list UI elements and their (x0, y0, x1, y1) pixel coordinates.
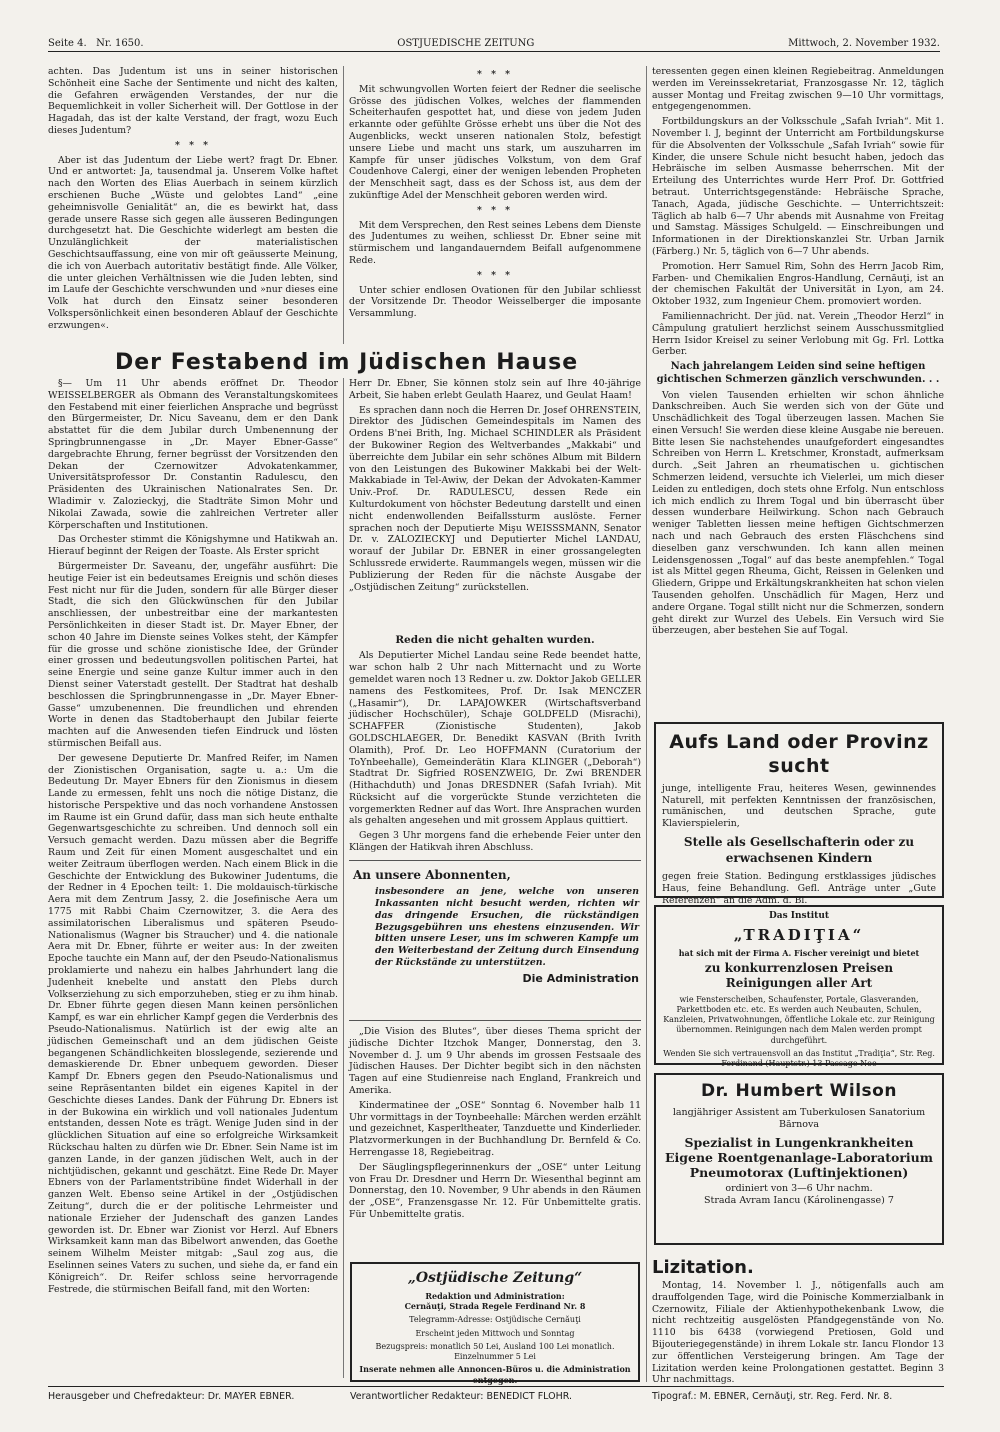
paragraph: Unter schier endlosen Ovationen für den Jubilar schliesst der Vorsitzende Dr. Theodor Weisselberger die imposante Versammlung. (349, 284, 641, 320)
ad-doctor (654, 1073, 944, 1245)
news-item: „Die Vision des Blutes“, über dieses Thema spricht der jüdische Dichter Itzchok Manger, Donnerstag, den 3. November d. J. um 9 Uhr abends im grossen Festsaale des Jüdischen Hauses. Der Dichter begibt sich in den nächsten Tagen auf eine Studienreise nach England, Frankreich und Amerika. (349, 1026, 641, 1096)
ad-text: gegen freie Station. Bedingung erstklassiges jüdisches Haus, feine Behandlung. Gefl. Anträge unter „Gute Referenzen“ an die Adm. d. Bl. (662, 870, 936, 906)
article-headline: Der Festabend im Jüdischen Hause (115, 350, 579, 375)
separator-stars: * * * (476, 204, 514, 216)
paragraph: achten. Das Judentum ist uns in seiner historischen Schönheit eine Sache der Sentimente und nicht des kalten, die Gefahren erwägenden Verstandes, der nur die Bequemlichkeit in voller Sicherheit will. Der Gottlose in der Hagadah, das ist der kalte Verstand, der fragt, wozu Euch dieses Judentum? (48, 66, 338, 136)
column-rule (343, 378, 344, 1378)
separator-stars: * * * (476, 269, 514, 281)
news-item: Der Säuglingspflegerinnenkurs der „OSE“ unter Leitung von Frau Dr. Dresdner und Herrn Dr. Wiesenthal beginnt am Donnerstag, den 10. November, 9 Uhr abends in den Räumen der „OSE“, Franzensgasse Nr. 12. Für Unbemittelte gratis. Für Unbemittelte gratis. (349, 1161, 641, 1220)
ad-text: junge, intelligente Frau, heiteres Wesen, gewinnendes Naturell, mit perfekten Kenntnissen der französischen, rumänischen, und deutschen Sprache, gute Klavierspielerin, (662, 782, 936, 830)
issue-number: Nr. 1650. (96, 38, 144, 49)
col2-news (349, 1026, 641, 1258)
footer-printer: Tipograf.: M. EBNER, Cernăuţi, str. Reg. Ferd. Nr. 8. (652, 1391, 893, 1402)
paragraph: Von vielen Tausenden erhielten wir schon ähnliche Dankschreiben. Auch Sie werden sich von der Güte und Unschädlichkeit des Togal überzeugen lassen. Machen Sie einen Versuch! Sie werden diese kleine Ausgabe nie bereuen. Bitte lesen Sie nachstehendes unaufgefordert eingesandtes Schreiben von Herrn L. Kretschmer, Kronstadt, aufmerksam durch. „Seit Jahren an rheumatischen u. gichtischen Schmerzen leidend, versuchte ich Vielerlei, um mich dieser Leiden zu entledigen, doch stets ohne Erfolg. Nun entschloss ich mich endlich zu Ihrem Togal und bin überrascht über dessen wunderbare Heilwirkung. Schon nach Gebrauch weniger Tabletten liessen meine heftigen Gichtschmerzen nach und nach Gebrauch des ersten Fläschchens sind dieselben ganz verschwunden. Ich kann allen meinen Leidensgenossen „Togal“ auf das beste anempfehlen.“ Togal ist als Mittel gegen Rheuma, Gicht, Reissen in Gelenken und Gliedern, Grippe und Erkältungskrankheiten hat schon vielen Tausenden geholfen. Unschädlich für Magen, Herz und andere Organe. Togal stillt nicht nur die Schmerzen, sondern geht direkt zur Wurzel des Uebels. Ein Versuch wird Sie überzeugen, aber bestehen Sie auf Togal. (652, 389, 944, 637)
col2-speeches (349, 628, 641, 858)
paragraph: §— Um 11 Uhr abends eröffnet Dr. Theodor WEISSELBERGER als Obmann des Veranstaltungskomitees den Festabend mit einer feierlichen Ansprache und begrüsst den Bürgermeister, Dr. Nicu Saveanu, dem er den Dank abstattet für die dem Jubilar durch Umbenennung der Springbrunnengasse in „Dr. Mayer Ebner-Gasse“ dargebrachte Ehrung, ferner begrüsst der Vorsitzenden den Dekan der Czernowitzer Advokatenkammer, Universitätsprofessor Dr. Constantin Radulescu, den Präsidenten des Ukrainischen Nationalrates Sen. Dr. Wladimir v. Zalozieckyj, die Stadträte Simon Mohr und Nikolai Zawada, sowie die zahlreichen Vertreter aller Körperschaften und Institutionen. (48, 378, 338, 531)
masthead-line: Bezugspreis: monatlich 50 Lei, Ausland 100 Lei monatlich. Einzelnummer 5 Lei (375, 1341, 615, 1362)
page-number: Seite 4. Nr. 1650. (48, 38, 144, 49)
paragraph: Montag, 14. November l. J., nötigenfalls auch am drauffolgenden Tage, wird die Poinische Kommerzialbank in Czernowitz, Filiale der Aktienhypothekenbank Lwow, die nicht rechtzeitig ausgelösten Pfandgegenstände von No. 1110 bis 6438 (vorwiegend Pretiosen, Gold und Bijouteriegegenstände) in ihrem Lokale str. Iancu Flondor 13 zur öffentlichen Versteigerung bringen. Am Tage der Lizitation werden keine Prolongationen gestattet. Beginn 3 Uhr nachmittags. (652, 1280, 944, 1386)
paragraph: Promotion. Herr Samuel Rim, Sohn des Herrn Jacob Rim, Farben- und Chemikalien Engros-Handlung, Cernăuţi, ist an der chemischen Fakultät der Universität in Lyon, am 24. Oktober 1932, zum Ingenieur Chem. promoviert worden. (652, 260, 944, 308)
ad-companion (654, 722, 944, 906)
news-item: Kindermatinee der „OSE“ Sonntag 6. November halb 11 Uhr vormittags in der Toynbeehalle: Märchen werden erzählt und gezeichnet, Kasperltheater, Tanzduette und Kinderlieder. Platzvormerkungen in der Buchhandlung Dr. Bernfeld & Co. Herrengasse 18, Regiebeitrag. (349, 1099, 641, 1158)
notice-text: insbesondere an jene, welche von unseren Inkassanten nicht besucht werden, richten wir das dringende Ersuchen, die rückständigen Bezugsgebühren uns ehestens einzusenden. Wir bitten unsere Leser, uns im schweren Kampfe um den Weiterbestand der Zeitung durch Einsendung der Rückstände zu unterstützen. (375, 886, 639, 969)
masthead-line: Telegramm-Adresse: Ostjüdische Cernăuţi (409, 1315, 581, 1325)
auction-text (652, 1280, 944, 1384)
paragraph: Herr Dr. Ebner, Sie können stolz sein auf Ihre 40-jährige Arbeit, Sie haben erlebt Geulath Haarez, und Geulat Haam! (349, 378, 641, 401)
ad-title: Dr. Humbert Wilson (701, 1081, 897, 1101)
ad-highlight: Spezialist in Lungenkrankheiten (684, 1135, 914, 1151)
masthead-title: „Ostjüdische Zeitung“ (407, 1270, 583, 1286)
paragraph: Familiennachricht. Der jüd. nat. Verein „Theodor Herzl“ in Câmpulung gratuliert herzlichst seinem Ausschussmitglied Herrn Isidor Kreisel zu seiner Verlobung mit Gg. Frl. Lottka Gerber. (652, 310, 944, 358)
paragraph: Fortbildungskurs an der Volksschule „Safah Ivriah“. Mit 1. November l. J, beginnt der Unterricht am Fortbildungskurse für die Absolventen der Volksschule „Safah Ivriah“ sowie für Kinder, die unsere Schule nicht besucht haben, jedoch das Hebräische im selben Ausmasse beherrschen. Mit der Erteilung des Unterrichtes wurde Herr Prof. Dr. Gottfried betraut. Unterrichtsgegenstände: Hebräische Sprache, Tanach, Agada, jüdische Geschichte. — Unterrichtszeit: Täglich ab halb 6—7 Uhr abends mit Ausnahme von Freitag und Samstag. Mässiges Schulgeld. — Einschreibungen und Informationen in der Direktionskanzlei Str. Urban Jarnik (Färberg.) Nr. 5, täglich von 6—7 Uhr abends. (652, 116, 944, 257)
paragraph: Das Orchester stimmt die Königshymne und Hatikwah an. Hierauf beginnt der Reigen der Toaste. Als Erster spricht (48, 534, 338, 558)
masthead-line: Inserate nehmen alle Annoncen-Büros u. die Administration entgegen. (359, 1364, 631, 1385)
paragraph: Mit schwungvollen Worten feiert der Redner die seelische Grösse des jüdischen Volkes, welches der flammenden Scheiterhaufen gespottet hat, und diese von jedem Juden erkannte oder gefühlte Grösse erhebt uns über die Not des Augenblicks, weckt unseren nationalen Stolz, befestigt unsere Liebe und macht uns stark, um auszuharren im Kampfe für unser jüdisches Volkstum, von dem Graf Coudenhove Calergi, einer der wenigen lebenden Propheten der Menschheit sagt, dass es der Schoss ist, aus dem der zukünftige Adel der Menschheit geboren werden wird. (349, 83, 641, 201)
footer-editor: Verantwortlicher Redakteur: BENEDICT FLOHR. (350, 1391, 573, 1402)
paper-name: OSTJUEDISCHE ZEITUNG (397, 38, 535, 49)
page-header (48, 38, 940, 52)
section-subheading: Reden die nicht gehalten wurden. (395, 634, 595, 646)
separator-stars: * * * (174, 139, 212, 151)
paragraph: Der gewesene Deputierte Dr. Manfred Reifer, im Namen der Zionistischen Organisation, sagte u. a.: Um die Bedeutung Dr. Mayer Ebners für den Zionismus in diesem Lande zu ermessen, fehlt uns noch die nötige Distanz, die historische Perspektive und das noch vorhandene Anstossen im Raume ist ein Grund dafür, dass man sich heute enthalte Gegenwartsgeschichte zu schreiben. Und dennoch soll ein Versuch gemacht werden. Dazu müssen aber die Begriffe Raum und Zeit für einen Moment ausgeschaltet und ein weiter Zeitraum überflogen werden. Nach einem Blick in die Geschichte der Entwicklung des Bukowiner Judentums, die der Redner in 4 Epochen teilt: 1. Die moldauisch-türkische Aera mit dem Zentrum Jassy, 2. die Josefinische Aera um 1775 mit Rabbi Chaim Czernowitzer, 3. die Aera des assimilatorischen Liberalismus und späteren Pseudo-Nationalismus (Wagner bis Straucher) und 4. die nationale Aera mit Dr. Ebner, führte er weiter aus: In der zweiten Epoche tauchte ein Mann auf, der den Pseudo-Nationalismus proklamierte und nahezu ein halbes Jahrhundert lang die Judenheit knebelte und anstatt den Plebs durch Volkserziehung zu sich emporzuheben, stieg er zu ihm hinab. Dr. Ebner führte gegen diesen Mann keinen persönlichen Kampf, es war ein ehrlicher Kampf gegen die Verderbnis des Pseudo-Nationalismus. Natürlich ist der ewig alte an jüdischen Gemeinschaft und an dem jüdischen Geiste begangenen Schändlichkeiten blosslegende, sezierende und demaskierende Dr. Ebner unbequem geworden. Dieser Kampf Dr. Ebners gegen den Pseudo-Nationalismus und seine Repräsentanten bildet ein eigenes Kapitel in der Geschichte dieses Landes. Dank der Führung Dr. Ebners ist in der Bukowina ein wirklich und voll nationales Judentum entstanden, dessen Note es trägt. Wenige Juden sind in der glücklichen Situation auf eine so erfolgreiche Wirksamkeit Rückschau halten zu dürfen wie Dr. Ebner. Sein Name ist im ganzen Lande, in der ganzen jüdischen Welt, auch in der nichtjüdischen, gekannt und geschätzt. Eine Rede Dr. Mayer Ebners von der Parlamentstribüne findet Widerhall in der ganzen Welt. Ebenso seine Artikel in der „Ostjüdischen Zeitung“, durch die er der politische Lehrmeister und nationale Erzieher der Judenschaft des ganzen Landes geworden ist. Dr. Ebner war Zionist vor Herzl. Auf Ebners Wirksamkeit kann man das Bibelwort anwenden, das Goethe seinem Wilhelm Meister mitgab: „Saul zog aus, die Eselinnen seines Vaters zu suchen, und siehe da, er fand ein Königreich“. Dr. Reifer schloss seine hervorragende Festrede, die stürmischen Beifall fand, mit den Worten: (48, 752, 338, 1295)
paragraph: teressenten gegen einen kleinen Regiebeitrag. Anmeldungen werden im Vereinssekretariat, Franzosgasse Nr. 12, täglich ausser Montag und Freitag zwischen 9—10 Uhr vormittags, entgegengenommen. (652, 66, 944, 113)
col1-lower (48, 378, 338, 1380)
ad-traditia (654, 905, 944, 1069)
ad-title: Aufs Land oder Provinz sucht (669, 731, 929, 778)
separator-stars: * * * (476, 69, 514, 80)
col2-lower (349, 378, 641, 628)
ad-highlight: Stelle als Gesellschafterin oder zu erwachsenen Kindern (683, 835, 915, 865)
ad-text: Strada Avram Iancu (Károlinengasse) 7 (704, 1195, 894, 1207)
ad-highlight: Eigene Roentgenanlage-Laboratorium (664, 1150, 933, 1166)
ad-text: Wenden Sie sich vertrauensvoll an das Institut „Tradiţia“, Str. Reg. Ferdinand (Hauptstr.) 13 Passage Noe (663, 1048, 935, 1069)
ad-title: „TRADIŢIA“ (733, 925, 865, 944)
masthead-box (350, 1262, 640, 1385)
masthead-line: Redaktion und Administration: (425, 1290, 565, 1301)
paragraph: Aber ist das Judentum der Liebe wert? fragt Dr. Ebner. Und er antwortet: Ja, tausendmal ja. Unserem Volke haftet nach den Worten des Elias Auerbach in seinem kürzlich erschienen Buche „Wüste und gelobtes Land“ „eine geheimnisvolle Genialität“ an, die es bewirkt hat, dass gerade unsere Rasse sich gegen alle äusseren Bedingungen durchgesetzt hat. Die Geschichte widerlegt am besten die Unzulänglichkeit der materialistischen Geschichtsauffassung, eine von mir oft geäusserte Meinung, die ich von Auerbach autoritativ bestätigt finde. Alle Völker, die unter gleichen Verhältnissen wie die Juden lebten, sind im Laufe der Geschichte verschwunden und »nur dieses eine Volk hat durch den Einsatz seiner besonderen Volkspersönlichkeit einen besonderen Ablauf der Geschichte erzwungen«. (48, 154, 338, 331)
col1-top (48, 66, 338, 346)
ad-highlight: Pneumotorax (Luftinjektionen) (689, 1165, 909, 1181)
paragraph: Es sprachen dann noch die Herren Dr. Josef OHRENSTEIN, Direktor des Jüdischen Gemeindespitals im Namen des Ordens B'nei Brith, Ing. Michael SCHINDLER als Präsident der Bukowiner Region des Weltverbandes „Makkabi“ und überreichte dem Jubilar ein sehr schönes Album mit Bildern von den Leistungen des Bukowiner Makkabi bei der Welt-Makkabiade in Tel-Awiw, der Dekan der Advokaten-Kammer Univ.-Prof. Dr. RADULESCU, dessen Rede ein Kulturdokument von höchster Bedeutung darstellt und einen nicht endenwollenden Beifallssturm auslöste. Ferner sprachen noch der Deputierte Mişu WEISSSMANN, Senator Dr. v. ZALOZIECKYJ und Deputierter Michel LANDAU, worauf der Jubilar Dr. EBNER in einer grossangelegten Schlussrede erwiderte. Raummangels wegen, müssen wir die Publizierung der Reden für die nächste Ausgabe der „Ostjüdischen Zeitung“ zurückstellen. (349, 404, 641, 593)
divider (349, 860, 641, 861)
column-rule (646, 66, 647, 1382)
column-rule (343, 66, 344, 344)
paragraph: Gegen 3 Uhr morgens fand die erhebende Feier unter den Klängen der Hatikvah ihren Abschluss. (349, 830, 641, 854)
notice-signature: Die Administration (522, 971, 639, 985)
issue-date: Mittwoch, 2. November 1932. (788, 38, 940, 49)
auction-title: Lizitation. (652, 1257, 754, 1278)
ad-text: hat sich mit der Firma A. Fischer vereinigt und bietet (678, 947, 920, 958)
paragraph: Als Deputierter Michel Landau seine Rede beendet hatte, war schon halb 2 Uhr nach Mitternacht und zu Worte gemeldet waren noch 13 Redner u. zw. Doktor Jakob GELLER namens des Festkomitees, Prof. Dr. Isak MENCZER („Hasamir“), Dr. LAPAJOWKER (Wirtschaftsverband jüdischer Hochschüler), Schaje GOLDFELD (Misrachi), SCHAFFER (Zionistische Studenten), Jakob GOLDSCHLAEGER, Dr. Benedikt KASVAN (Brith Ivrith Olamith), Prof. Dr. Leo HOFFMANN (Curatorium der ToYnbeehalle), Gemeinderätin Klara KLINGER („Deborah“) Stadtrat Dr. Sigfried ROSENZWEIG, Dr. Zwi BRENDER (Hithachduth) und Jonas DRESDNER (Safah Ivriah). Mit Rücksicht auf die vorgerückte Stunde verzichteten die vorgemerkten Redner auf das Wort. Ihre Ansprachen wurden als gehalten angesehen und mit grossem Applaus quittiert. (349, 650, 641, 827)
masthead-line: Erscheint jeden Mittwoch und Sonntag (415, 1328, 575, 1338)
ad-text: ordiniert von 3—6 Uhr nachm. (725, 1183, 873, 1195)
notice-title: An unsere Abonnenten, (353, 868, 511, 882)
ad-headline: Nach jahrelangem Leiden sind seine heftigen gichtischen Schmerzen gänzlich verschwunden. . . (656, 361, 940, 385)
ad-pretitle: Das Institut (768, 911, 830, 921)
footer-publisher: Herausgeber und Chefredakteur: Dr. MAYER EBNER. (48, 1391, 295, 1402)
footer-rule (48, 1386, 944, 1387)
ad-text: langjähriger Assistent am Tuberkulosen Sanatorium Bărnova (672, 1106, 926, 1130)
col2-top (349, 66, 641, 346)
ad-highlight: zu konkurrenzlosen Preisen Reinigungen aller Art (704, 960, 894, 991)
col3-text (652, 66, 944, 716)
paragraph: Mit dem Versprechen, den Rest seines Lebens dem Dienste des Judentumes zu weihen, schliesst Dr. Ebner seine mit stürmischem und langandauerndem Beifall aufgenommene Rede. (349, 219, 641, 266)
subscribers-notice (353, 866, 639, 1016)
divider (349, 1020, 641, 1021)
ad-text: wie Fensterscheiben, Schaufenster, Portale, Glasveranden, Parkettboden etc. etc. Es werden auch Neubauten, Schulen, Kanzleien, Privatwohnungen, öffentliche Lokale etc. zur Reinigung übernommen. Reinigungen nach dem Malen werden prompt durchgeführt. (663, 994, 935, 1045)
paragraph: Bürgermeister Dr. Saveanu, der, ungefähr ausführt: Die heutige Feier ist ein bedeutsames Ereignis und schön dieses Fest nicht nur für die Juden, sondern für alle Bürger dieser Stadt, die sich den Glückwünschen für den Jubilar anschliessen, der unbestreitbar eine der markantesten Persönlichkeiten in dieser Stadt ist. Dr. Mayer Ebner, der schon 40 Jahre im Dienste seines Volkes steht, der Kämpfer für die grosse und schöne zionistische Idee, der Gründer einer grossen und bedeutungsvollen politischen Partei, hat seine Energie und seine ganze Kultur immer auch in den Dienst seiner Vaterstadt gestellt. Der Stadtrat hat deshalb beschlossen die Springbrunnengasse in „Dr. Mayer Ebner-Gasse“ umzubenennen. Die freundlichen und ehrenden Worte in denen das Stadtoberhaupt den Jubilar feierte machten auf die Anwesenden tiefen Eindruck und lösten stürmischen Beifall aus. (48, 560, 338, 749)
masthead-line: Cernăuţi, Strada Regele Ferdinand Nr. 8 (404, 1301, 586, 1312)
